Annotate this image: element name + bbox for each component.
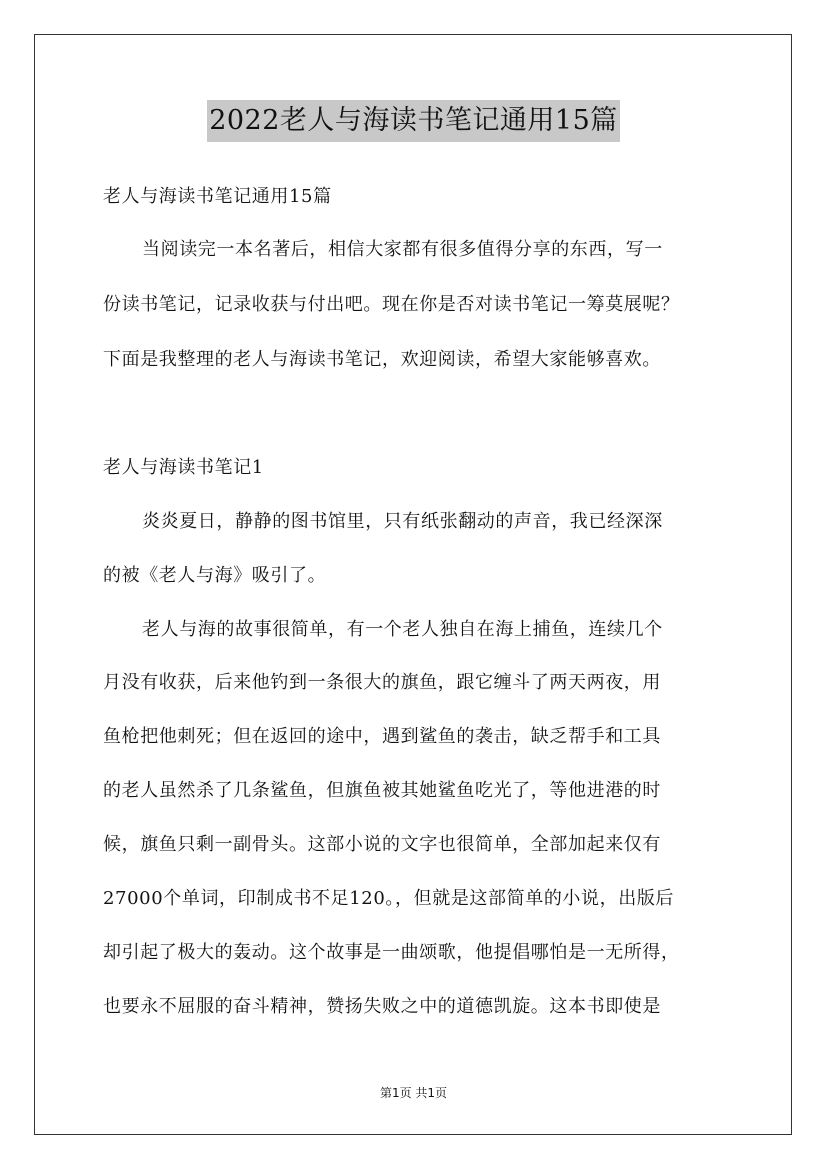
section-heading: 老人与海读书笔记1 <box>103 457 264 478</box>
intro-line: 份读书笔记，记录收获与付出吧。现在你是否对读书笔记一筹莫展呢？ <box>103 294 680 315</box>
intro-line: 下面是我整理的老人与海读书笔记，欢迎阅读，希望大家能够喜欢。 <box>103 349 661 370</box>
paragraph-line: 也要永不屈服的奋斗精神，赞扬失败之中的道德凯旋。这本书即使是 <box>103 996 661 1017</box>
paragraph-line: 鱼枪把他刺死；但在返回的途中，遇到鲨鱼的袭击，缺乏帮手和工具 <box>103 726 661 747</box>
paragraph-line: 老人与海的故事很简单，有一个老人独自在海上捕鱼，连续几个 <box>142 619 663 640</box>
paragraph-line: 的老人虽然杀了几条鲨鱼，但旗鱼被其她鲨鱼吃光了，等他进港的时 <box>103 780 661 801</box>
subtitle: 老人与海读书笔记通用15篇 <box>103 186 332 207</box>
document-title: 2022老人与海读书笔记通用15篇 <box>207 100 620 142</box>
page-number: 第1页 共1页 <box>379 1086 448 1100</box>
intro-line: 当阅读完一本名著后，相信大家都有很多值得分享的东西，写一 <box>142 239 663 260</box>
paragraph-line: 却引起了极大的轰动。这个故事是一曲颂歌，他提倡哪怕是一无所得， <box>103 942 680 963</box>
paragraph-line: 候，旗鱼只剩一副骨头。这部小说的文字也很简单，全部加起来仅有 <box>103 834 661 855</box>
paragraph-line: 月没有收获，后来他钓到一条很大的旗鱼，跟它缠斗了两天两夜，用 <box>103 672 661 693</box>
paragraph-line: 炎炎夏日，静静的图书馆里，只有纸张翻动的声音，我已经深深 <box>142 511 663 532</box>
paragraph-line: 27000个单词，印制成书不足120。，但就是这部简单的小说，出版后 <box>103 888 675 909</box>
title-wrapper <box>0 100 827 142</box>
paragraph-line: 的被《老人与海》吸引了。 <box>103 565 327 586</box>
